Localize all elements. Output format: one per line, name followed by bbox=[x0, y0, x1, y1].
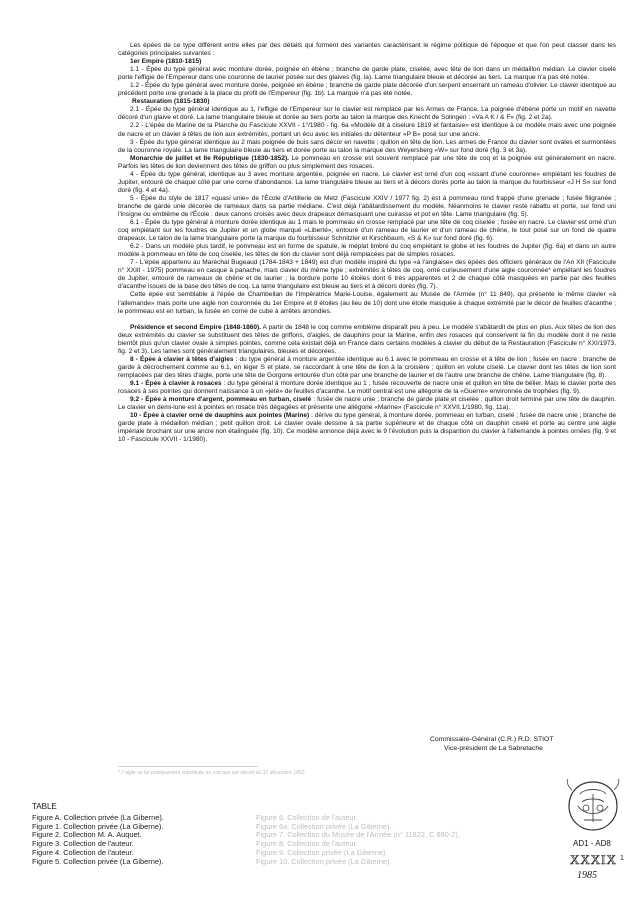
table-entry: Figure 3. Collection de l'auteur. bbox=[32, 839, 134, 849]
paragraph-6-2: 6.2 - Dans un modèle plus tardif, le pommeau est en forme de spatule, le méplat timbré du coq empiétant le globe et les foudres de Jupiter (fig. 6a) et dans un autre modèle à pommeau en tête de coq ciselée, les têtes de lion du clavier sont déjà remplacées par de simples rosaces. bbox=[118, 243, 616, 259]
table-entry: Figure 4. Collection de l'auteur. bbox=[32, 847, 134, 857]
table-column-right bbox=[256, 814, 460, 866]
table-entry: Figure 2. Collection M. A. Auquet. bbox=[32, 830, 142, 840]
signature-title: Vice-président de La Sabretache bbox=[444, 745, 543, 752]
paragraph-10 bbox=[118, 412, 616, 444]
section-heading-empire: 1er Empire (1810-1815) bbox=[130, 58, 202, 66]
item-heading-10: 10 - Épée à clavier orné de dauphins aux pointes (Marine) bbox=[130, 412, 310, 420]
table-column-left bbox=[32, 814, 164, 866]
table-entry: Figure 6. Collection de l'auteur. bbox=[256, 813, 358, 822]
emblem-icon bbox=[562, 776, 624, 838]
paragraph-7b: Cette épée est semblable à l'épée de Chambellan de l'Impératrice Marie-Louise, également au Musée de l'Armée (n° 11 849), qui présente le même clavier «à l'allemande» mais porte une aigle non couronnée du 1er Empire et 8 étoiles (au lieu de 10) dont une étoile masquée à chaque extrémité par le décor de feuilles d'acanthe ; le pommeau est en turban, la fusée en corne de cube à arrêtes arrondies. bbox=[118, 291, 616, 315]
table-title: TABLE bbox=[32, 802, 57, 811]
issue-number: XXXIX bbox=[570, 852, 617, 867]
page-number: 1 bbox=[620, 855, 624, 862]
item-text-8: : du type général à monture argentée identique au 6.1 avec le pommeau en crosse et à tête de lion ; fusée en nacre ; branche de garde à décrochement comme au 6.1, en léger S et plate, se raccordant à une tête de lion à la croisière ; quillon en volute ciselé. Le clavier dont les têtes de lion sont remplacées par des têtes d'aigle, porte une tête de Gorgone entourée d'un côté par une branche de laurier et de l'autre une branche de chêne. Lame triangulaire (fig. 8). bbox=[118, 355, 616, 379]
item-heading-9-1: 9.1 - Épée à clavier à rosaces bbox=[130, 379, 222, 387]
paragraph-6-1: 6.1 - Épée du type général à monture dorée identique au 1 mais le pommeau en crosse remplacé par une tête de coq ciselée ; fusée en nacre. Le clavier est orné d'un coq empiétant sur les foudres de Jupiter et un globe marqué «Liberté», entouré d'un rameau de laurier et d'un rameau de chêne, le tout posé sur un fond de quatre drapeaux. Le talon de la lame triangulaire porte la marque du fourbisseur Schnitzler et Kirschbaum, «S & K» sur fond doré (fig. 6). bbox=[118, 219, 616, 243]
paragraph-1-1: 1.1 - Épée du type général avec monture dorée, poignée en ébène ; branche de garde plate, ciselée, avec tête de lion dans un médaillon médian. Le clavier ciselé porte l'effigie de l'Empereur dans une couronne de laurier posée sur des glaives (fig. la). Lame triangulaire bleuie et décorée au tiers. La marque n'a pas été notée. bbox=[118, 66, 616, 82]
table-entry: Figure 6a. Collection privée (La Giberne). bbox=[256, 821, 392, 831]
paragraph-9-2 bbox=[118, 396, 616, 412]
section-heading-presidence: Présidence et second Empire (1848-1860). bbox=[130, 323, 261, 331]
paragraph-1-2: 1.2 - Épée du type général avec monture dorée, poignée en ébène ; branche de garde plate décorée d'un serpent enserrant un rameau d'olivier. Le clavier identique au précédent porte une grenade à la place du profil de l'Empereur (fig. 1b). La marque n'a pas été notée. bbox=[118, 82, 616, 98]
item-text-10: : dérive du type général, à monture dorée, pommeau en turban, ciselé ; fusée de nacre unie ; branche de garde plate à médaillon médian ; petit quillon droit. Le clavier ovale dessine à sa partie supérieure et de chaque côté un dauphin ciselé et porte au centre une aigle impériale brochant sur une ancre non étalinguée (fig. 10). Ce modèle annonce déjà avec le 9 l'évolution puis la disparition du clavier à l'allemande à pointes ornées (fig. 9 et 10 - Fascicule XXVII - 1/1980). bbox=[118, 412, 616, 444]
article-body bbox=[118, 42, 616, 444]
paragraph-4: 4 - Épée du type général, identique au 3 avec monture argentée, poignée en nacre. Le clavier est orné d'un coq «issant d'une couronne» empiétant les foudres de Jupiter, entouré de chaque côté par une corne d'abondance. La lame triangulaire bleuie au tiers et à décors dorés porte au talon la marque du fourbisseur «J H S» sur fond doré (fig. 4 et 4a). bbox=[118, 170, 616, 194]
presidence-text: A partir de 1848 le coq comme emblème disparaît peu à peu. Le modèle s'abâtardit de plus en plus. Aux têtes de lion des deux extrémités du clavier se substituent des têtes de griffons, d'aigles, de dauphins pour la Marine, enfin des rosaces qui conservent la fin du modèle dont il ne reste bientôt plus qu'un clavier ovale à simples pointes, comme cela existait déjà en France dans certains modèles à clavier du début de la Restauration (Fascicule n° XXI/1973, fig. 2 et 3). Les lames sont généralement triangulaires, bleuies et décorées. bbox=[118, 323, 616, 355]
paragraph-monarchie bbox=[118, 155, 616, 171]
paragraph-8 bbox=[118, 356, 616, 380]
item-heading-8: 8 - Épée à clavier à têtes d'aigles bbox=[130, 355, 234, 363]
paragraph-9-1 bbox=[118, 380, 616, 396]
table-entry: Figure A. Collection privée (La Giberne). bbox=[32, 813, 164, 822]
plate-label: AD1 - AD8 bbox=[573, 839, 611, 848]
signature-block bbox=[430, 735, 616, 753]
paragraph-7: 7 - L'épée appartenu au Maréchal Bugeaud (1784-1843 + 1849) est d'un modèle inspiré du type «à l'anglaise» des épées des officiers généraux de l'An XII (Fascicule n° XXIII - 1975) pommeau en casque à panache, mais clavier du même type ; extrémités à têtes de coq, orné curieusement d'une aigle couronnée* empiétant les foudres de Jupiter, entouré de rameaux de chêne et de laurier ; la bordure porte 10 étoiles dont 6 très apparentes et 2 de chaque côté masquées en partie par des feuilles d'acanthe issues de la base des têtes de coq. La lame triangulaire est bleuie au tiers et à décors dorés (fig. 7). bbox=[118, 259, 616, 291]
table-entry: Figure 10. Collection privée (La Giberne). bbox=[256, 856, 392, 866]
paragraph-2-1: 2.1 - Épée du type général identique au 1, l'effigie de l'Empereur sur le clavier est remplacé par les Armes de France. La poignée d'ébène porte un motif en navette décoré d'un glaive et doré. La lame triangulaire bleuie et dorée au tiers porte au talon la marque des Knecht de Solingen : «Va A K / & F» (fig. 2 et 2a). bbox=[118, 106, 616, 122]
paragraph-2-2: 2.2 - L'épée de Marine de la Planche du Fascicule XXVII - 1°/1980 - fig. 6a «Modèle dit à ciselure 1819 et fantaisie» est identique à ce modèle mais avec une poignée de nacre et un clavier à têtes de lion aux extrémités, portant un écu avec les initiales du détenteur «P B» posé sur une ancre. bbox=[118, 122, 616, 138]
table-entry: Figure 9. Collection privée (La Giberne). bbox=[256, 847, 388, 857]
figure-table bbox=[32, 802, 462, 866]
footnote-divider bbox=[118, 766, 258, 767]
item-text-9-2: : fusée de nacre unie ; branche de garde plate et ciselée ; quillon droit terminé par une tête de dauphin. Le clavier en demi-lune est à pointes en rosace très dégagées et présente une allégorie «Marine» (Fascicule n° XXVII.1/1980, fig. 11a). bbox=[118, 396, 616, 412]
paragraph-5: 5 - Épée du style de 1817 «quasi unie» de l'École d'Artillerie de Metz (Fascicule XXIV / 1977 fig. 2) est à pommeau rond frappé d'une grenade ; fusée filigranée ; branche de garde unie décorée de rameaux dans sa partie médiane. C'est déjà l'abâtardissement du modèle. Néanmoins le clavier reste rabattu et porte, sur fond uni l'insigne ou emblème de l'École : deux canons croisés avec deux drapeaux démasquant une cuirasse et pot en tête. Lame triangulaire (fig. 5). bbox=[118, 194, 616, 218]
section-heading-monarchie: Monarchie de juillet et IIe République (1830-1852). bbox=[130, 154, 289, 162]
year-label: 1985 bbox=[577, 870, 597, 881]
item-text-9-1: : du type général à monture dorée identique au 1 ; fusée recouverte de nacre unie et quillon en tête de bélier. Mais le clavier porte des rosaces à ses pointes qui donnent naissance à un «jeté» de feuilles d'acanthe. Le motif central est une allégorie de la «Guerre» environnée de trophées (fig. 9). bbox=[118, 379, 616, 395]
section-heading-restauration: Restauration (1815-1830) bbox=[132, 98, 210, 106]
item-heading-9-2: 9.2 - Épée à monture d'argent, pommeau en turban, ciselé bbox=[130, 396, 312, 404]
table-entry: Figure 8. Collection de l'auteur. bbox=[256, 839, 358, 849]
footnote: * L'aigle ne fut pratiquement substituée au coq que par décret du 31 décembre 1852. bbox=[118, 770, 306, 776]
table-entry: Figure 7. Collection du Musée de l'Armée (n° 11822, C 880-2). bbox=[256, 830, 460, 840]
paragraph-3: 3 - Épée du type général identique au 2 mais poignée de buis sans décor en navette ; quillon en tête de lion. Les armes de France du clavier sont ovales et surmontées de la couronne royale. La lame triangulaire bleuie au tiers et dorée porte au talon la marque des Weyersberg «W» sur fond doré (fig. 3 et 3a). bbox=[118, 138, 616, 154]
paragraph-presidence bbox=[118, 324, 616, 356]
table-entry: Figure 5. Collection privée (La Giberne). bbox=[32, 856, 164, 866]
signature-name: Commissaire-Général (C.R.) R.D. STIOT bbox=[430, 736, 554, 743]
monarchie-text: Le pommeau en crosse est souvent remplacé par une tête de coq et la poignée est généralement en nacre. Parfois les têtes de lion deviennent des têtes de griffon ou plus simplement des rosaces. bbox=[118, 154, 617, 170]
intro-paragraph: Les épées de ce type diffèrent entre elles par des détails qui forment des variantes caractérisant le régime politique de l'époque et que l'on peut classer dans les catégories principales suivantes : bbox=[118, 42, 616, 58]
table-entry: Figure 1. Collection privée (La Giberne). bbox=[32, 821, 164, 831]
